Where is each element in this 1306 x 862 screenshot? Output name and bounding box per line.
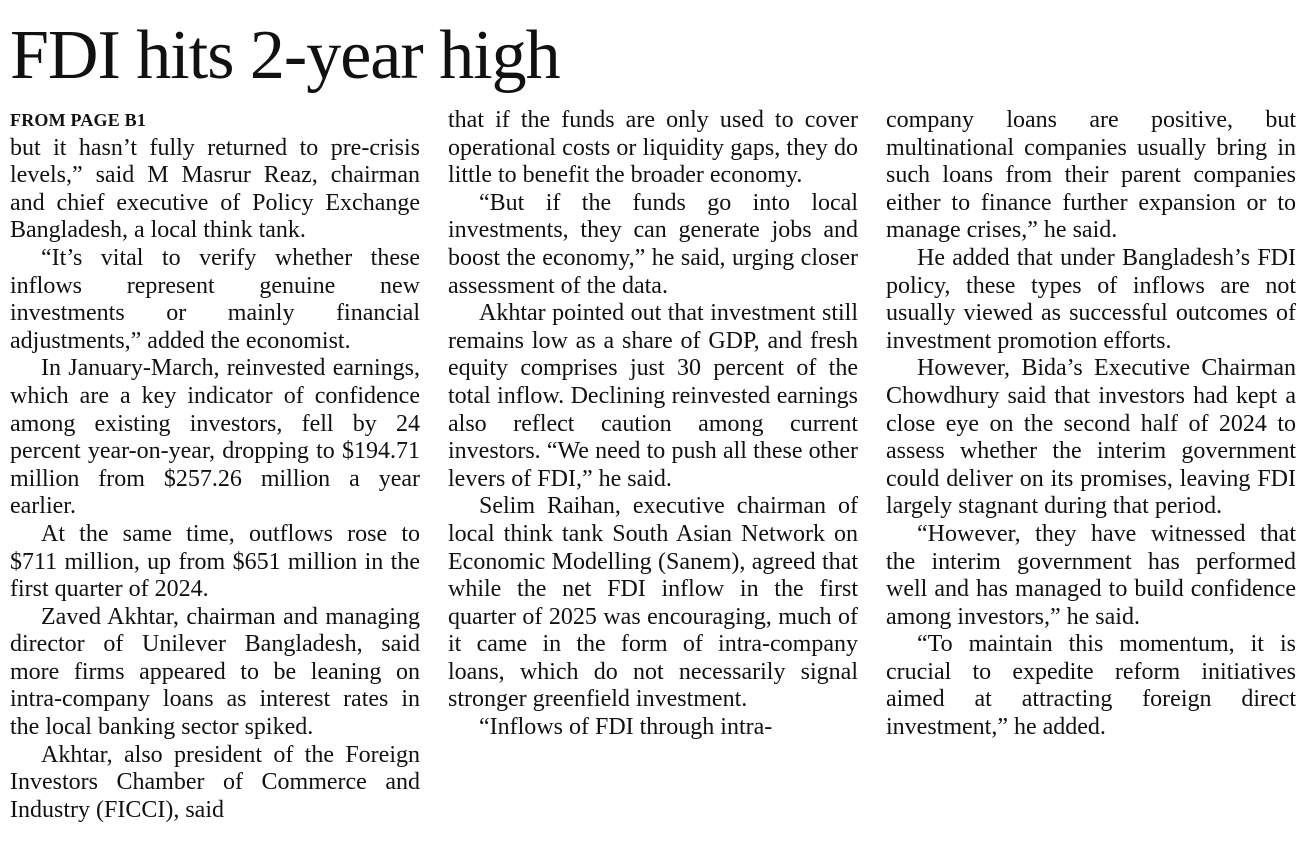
paragraph: However, Bida’s Executive Chairman Chowdhury said that investors had kept a close eye on the second half of 2024 to assess whether the interim government could deliver on its promises, leaving FDI largely stagnant during that period.: [886, 355, 1296, 520]
paragraph: He added that under Bangladesh’s FDI policy, these types of inflows are not usually viewed as successful outcomes of investment promotion efforts.: [886, 244, 1296, 354]
paragraph: At the same time, outflows rose to $711 million, up from $651 million in the first quarter of 2024.: [10, 520, 420, 603]
paragraph: “To maintain this momentum, it is crucial to expedite reform initiatives aimed at attracting foreign direct investment,” he added.: [886, 631, 1296, 741]
page-reference-kicker: FROM PAGE B1: [10, 110, 147, 130]
paragraph: “But if the funds go into local investments, they can generate jobs and boost the economy,” he said, urging closer assessment of the data.: [448, 189, 858, 299]
paragraph: In January-March, reinvested earnings, which are a key indicator of confidence among existing investors, fell by 24 percent year-on-year, dropping to $194.71 million from $257.26 million a year earlier.: [10, 355, 420, 520]
article-column-1: [10, 107, 420, 852]
paragraph: Zaved Akhtar, chairman and managing director of Unilever Bangladesh, said more firms appeared to be leaning on intra-company loans as interest rates in the local banking sector spiked.: [10, 603, 420, 741]
paragraph: that if the funds are only used to cover operational costs or liquidity gaps, they do little to benefit the broader economy.: [448, 107, 858, 189]
paragraph: “It’s vital to verify whether these inflows represent genuine new investments or mainly financial adjustments,” added the economist.: [10, 244, 420, 354]
article-column-3: [886, 107, 1296, 852]
paragraph: Akhtar pointed out that investment still remains low as a share of GDP, and fresh equity comprises just 30 percent of the total inflow. Declining reinvested earnings also reflect caution among current investors. “We need to push all these other levers of FDI,” he said.: [448, 300, 858, 492]
paragraph: company loans are positive, but multinational companies usually bring in such loans from their parent companies either to finance further expansion or to manage crises,” he said.: [886, 107, 1296, 244]
headline: FDI hits 2-year high: [10, 17, 560, 94]
paragraph: Selim Raihan, executive chairman of local think tank South Asian Network on Economic Modelling (Sanem), agreed that while the net FDI inflow in the first quarter of 2025 was encouraging, much of it came in the form of intra-company loans, which do not necessarily signal stronger greenfield investment.: [448, 493, 858, 713]
paragraph: “However, they have witnessed that the interim government has performed well and has managed to build confidence among investors,” he said.: [886, 520, 1296, 630]
paragraph: “Inflows of FDI through intra-: [479, 714, 773, 741]
article-column-2: [448, 107, 858, 852]
paragraph: but it hasn’t fully returned to pre-crisis levels,” said M Masrur Reaz, chairman and chief executive of Policy Exchange Bangladesh, a local think tank.: [10, 134, 420, 244]
paragraph: Akhtar, also president of the Foreign Investors Chamber of Commerce and Industry (FICCI), said: [10, 741, 420, 823]
